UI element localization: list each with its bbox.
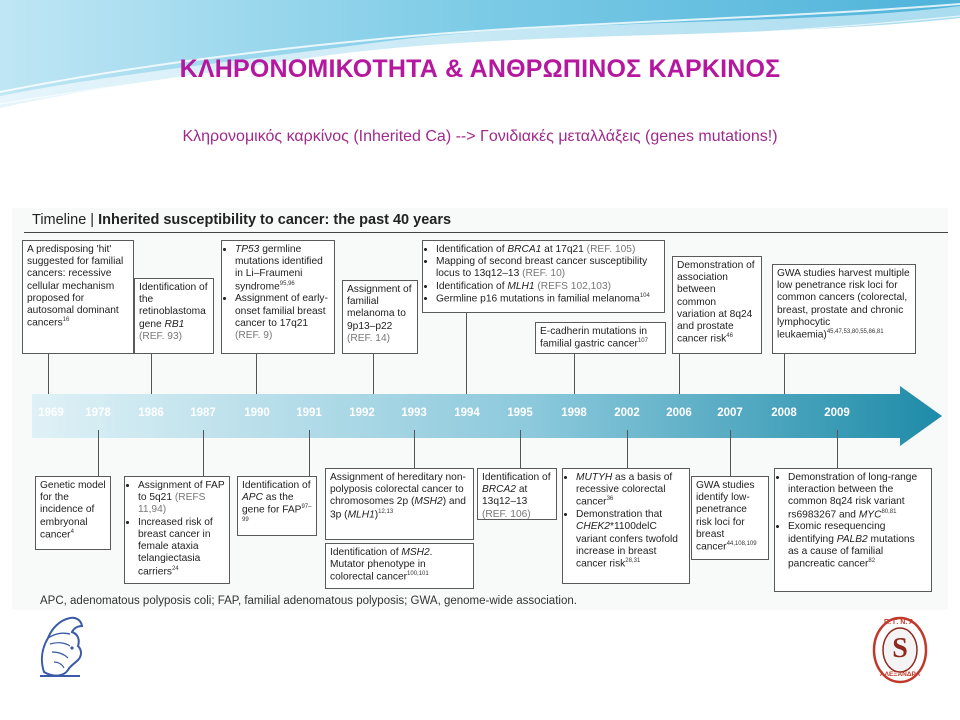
- event-1991: Identification of APC as the gene for FAP$^{97-99}$: [237, 476, 317, 536]
- figure-title-bold: Inherited susceptibility to cancer: the past 40 years: [98, 212, 452, 228]
- year-label: 2009: [824, 407, 850, 419]
- connector-line: [414, 430, 415, 468]
- figure-caption: APC, adenomatous polyposis coli; FAP, familial adenomatous polyposis; GWA, genome-wide association.: [40, 595, 577, 607]
- event-2006: Demonstration of association between common variation at 8q24 and prostate cancer risk$^{46}$: [672, 256, 762, 354]
- connector-line: [309, 430, 310, 476]
- event-1993: Assignment of hereditary non-polyposis colorectal cancer to chromosomes 2p (MSH2) and 3p $(MLH1)^{12,13}$: [325, 468, 474, 540]
- event-2002: • MUTYH as a basis of recessive colorectal cancer$^{36}$ • Demonstration that CHEK2*1100delC variant confers twofold increase in breast cancer risk$^{28,31}$: [562, 468, 690, 584]
- event-2008-top: GWA studies harvest multiple low penetrance risk loci for common cancers (colorectal, breast, prostate and chronic lymphocytic leukaemia)$^{45,47,53,80,55,86,81}$: [772, 264, 916, 354]
- year-label: 1986: [138, 407, 164, 419]
- connector-line: [466, 313, 467, 394]
- year-label: 1969: [38, 407, 64, 419]
- year-label: 2002: [614, 407, 640, 419]
- figure-title-rule: [24, 232, 948, 233]
- figure-title-prefix: Timeline |: [32, 212, 95, 228]
- figure-title: [32, 212, 451, 228]
- event-2007: GWA studies identify low-penetrance risk loci for breast cancer$^{44,108,109}$: [691, 476, 769, 560]
- connector-line: [574, 354, 575, 394]
- hospital-logo-letter: S: [892, 633, 908, 664]
- year-label: 2008: [771, 407, 797, 419]
- event-1992: Assignment of familial melanoma to 9p13–p22 (REF. 14): [342, 280, 418, 354]
- slide-subtitle: Κληρονομικός καρκίνος (Inherited Ca) --> Γονιδιακές μεταλλάξεις (genes mutations!): [182, 128, 778, 145]
- connector-line: [784, 354, 785, 394]
- year-label: 1993: [401, 407, 427, 419]
- event-1969: A predisposing 'hit' suggested for familial cancers: recessive cellular mechanism proposed for autosomal dominant cancers$^{16}$: [22, 240, 134, 354]
- year-label: 1992: [349, 407, 375, 419]
- connector-line: [730, 430, 731, 476]
- connector-line: [98, 430, 99, 476]
- connector-line: [48, 354, 49, 394]
- connector-line: [203, 430, 204, 476]
- connector-line: [151, 354, 152, 394]
- year-label: 2007: [717, 407, 743, 419]
- year-label: 1995: [507, 407, 533, 419]
- connector-line: [679, 354, 680, 394]
- event-1995: Identification of BRCA2 at 13q12–13 (REF. 106): [477, 468, 557, 520]
- year-label: 1994: [454, 407, 480, 419]
- connector-line: [627, 430, 628, 468]
- year-label: 2006: [666, 407, 692, 419]
- connector-line: [256, 354, 257, 394]
- year-label: 1998: [561, 407, 587, 419]
- athena-head-icon: [34, 612, 88, 680]
- timeline-figure: [12, 208, 948, 610]
- event-1998-top: E-cadherin mutations in familial gastric cancer$^{107}$: [535, 322, 666, 354]
- connector-line: [520, 430, 521, 468]
- hospital-logo: [872, 615, 928, 685]
- event-1987: • Assignment of FAP to 5q21 (REFS 11,94) • Increased risk of breast cancer in female ataxia telangiectasia carriers$^{24}$: [124, 476, 230, 584]
- year-label: 1990: [244, 407, 270, 419]
- event-1986: Identification of the retinoblastoma gene RB1 (REF. 93): [134, 278, 214, 354]
- year-label: 1991: [296, 407, 322, 419]
- year-label: 1987: [190, 407, 216, 419]
- hospital-logo-top-text: Π. Γ. Ν. Α.: [884, 619, 916, 626]
- slide-title: ΚΛΗΡΟΝΟΜΙΚΟΤΗΤΑ & ΑΝΘΡΩΠΙΝΟΣ ΚΑΡΚΙΝΟΣ: [179, 55, 781, 83]
- event-1993-msh2: Identification of MSH2. Mutator phenotype in colorectal cancer$^{100,101}$: [325, 543, 474, 589]
- year-label: 1978: [85, 407, 111, 419]
- event-1978: Genetic model for the incidence of embryonal cancer$^4$: [35, 476, 111, 550]
- hospital-logo-bottom-text: ΑΛΕΞΑΝΔΡΑ: [879, 671, 921, 678]
- connector-line: [837, 430, 838, 468]
- connector-line: [373, 354, 374, 394]
- event-1994: • Identification of BRCA1 at 17q21 (REF. 105) • Mapping of second breast cancer susceptibility locus to 13q12–13 (REF. 10) • Identification of MLH1 (REFS 102,103) • Germline p16 mutations in familial melanoma$^{104}$: [422, 240, 665, 313]
- event-2009: • Demonstration of long-range interaction between the common 8q24 risk variant rs6983267 and MYC$^{80,81}$ • Exomic resequencing identifying PALB2 mutations as a cause of familial pancreatic cancer$^{82}$: [774, 468, 932, 592]
- event-1990: • TP53 germline mutations identified in Li–Fraumeni syndrome$^{95,96}$ • Assignment of early-onset familial breast cancer to 17q21 (REF. 9): [221, 240, 335, 354]
